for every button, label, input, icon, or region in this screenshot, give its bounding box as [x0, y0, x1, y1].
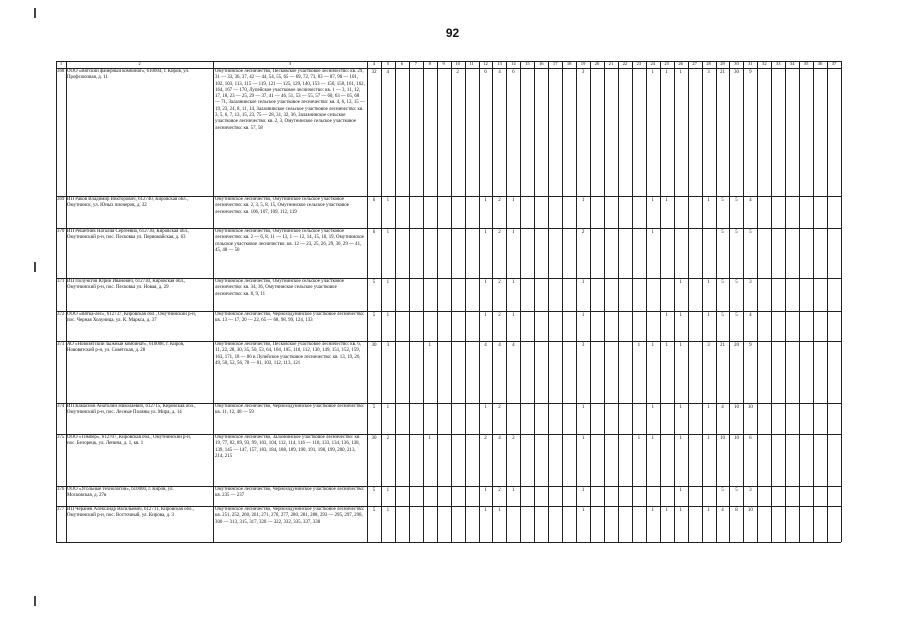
- count-value: 2: [456, 70, 459, 75]
- column-divider: [437, 61, 438, 542]
- count-value: 1: [637, 436, 641, 441]
- column-number: 16: [538, 61, 544, 66]
- count-value: 4: [512, 343, 515, 348]
- count-value: 1: [651, 405, 655, 410]
- count-value: 3: [707, 343, 710, 348]
- column-number: 7: [414, 61, 417, 66]
- count-value: 1: [651, 343, 655, 348]
- count-value: 1: [679, 405, 682, 410]
- count-value: 1: [386, 313, 390, 318]
- count-value: 1: [484, 405, 487, 410]
- count-value: 1: [679, 508, 682, 513]
- column-number: 3: [288, 61, 292, 66]
- organization-cell: ИП Раков Владимир Викторович, 612740, Кировская обл., Омутнинск, ул. Юных пионеров, д. 32: [67, 197, 189, 209]
- row-number: 369: [57, 197, 65, 202]
- row-number: 377: [57, 507, 65, 512]
- organization-cell: ИП Камаснов Анатолий Николаевич, 612715, Кировская обл., Омутнинский р-н, пос. Лесные Поляны ул. Мира, д. 14: [67, 404, 196, 416]
- count-value: 2: [386, 436, 390, 441]
- count-value: 1: [679, 436, 682, 441]
- count-value: 1: [651, 436, 655, 441]
- page-number: 92: [445, 26, 460, 40]
- count-value: 1: [665, 70, 668, 75]
- count-value: 2: [498, 280, 501, 285]
- count-value: 1: [386, 198, 390, 203]
- count-value: 1: [386, 405, 390, 410]
- column-number: 22: [622, 61, 628, 66]
- count-value: 5: [721, 198, 724, 203]
- column-divider: [576, 61, 577, 542]
- count-value: 21: [720, 70, 725, 75]
- column-divider: [548, 61, 549, 542]
- count-value: 1: [512, 230, 515, 235]
- column-number: 5: [386, 61, 390, 66]
- count-value: 1: [512, 280, 515, 285]
- column-number: 23: [636, 61, 642, 66]
- forest-description-cell: Омутнинское лесничество, Залазнинское участковое лесничество: кв. 19, 77, 82, 89, 93, 99, 103, 104, 112, 114, 116 — 118, 133, 134, 136, 138, 139, 145 — 147, 157, 183, 184, 188, 189, 190, 191, 198, 199, 200, 213, 214, 215: [215, 435, 361, 459]
- count-value: 6: [512, 70, 515, 75]
- count-value: 1: [581, 280, 585, 285]
- count-value: 4: [484, 343, 487, 348]
- count-value: 1: [512, 198, 515, 203]
- count-value: 1: [386, 280, 390, 285]
- count-value: 6: [749, 436, 752, 441]
- organization-cell: ООО «Угольные технологии», 610000, г. Киров, ул. Московская, д. 27в: [67, 487, 174, 499]
- column-number: 24: [650, 61, 656, 66]
- column-divider: [702, 61, 703, 542]
- row-number: 376: [57, 487, 65, 492]
- column-divider: [785, 61, 786, 542]
- forest-description-cell: Омутнинское лесничество, Омутнинское сельское участковое лесничество: кв. 34, 36, Омутнинское сельское участковое лесничество: кв. 8, 9, 11: [215, 279, 345, 297]
- count-value: 4: [498, 436, 501, 441]
- column-number: 32: [762, 61, 767, 66]
- count-value: 8: [735, 508, 738, 513]
- count-value: 20: [733, 343, 739, 348]
- column-divider: [367, 61, 368, 542]
- count-value: 1: [386, 488, 390, 493]
- column-number: 2: [138, 61, 141, 66]
- count-value: 3: [581, 343, 585, 348]
- count-value: 5: [735, 488, 738, 493]
- count-value: 1: [707, 313, 710, 318]
- row-number: 375: [57, 435, 65, 440]
- count-value: 1: [665, 198, 668, 203]
- count-value: 1: [484, 313, 487, 318]
- column-number: 27: [692, 61, 697, 66]
- count-value: 1: [512, 488, 515, 493]
- column-number: 10: [455, 61, 460, 66]
- count-value: 1: [679, 488, 682, 493]
- column-divider: [534, 61, 535, 542]
- forest-description-cell: Омутнинское лесничество, Песковское участковое лесничество: кв. 29, 31 — 33, 36, 37, 42 — 44, 54, 55, 65 — 69, 72, 73, 83 — 87, 90 — 101, 102, 103, 113, 115 — 119, 121 — 125, 129, 140, 153 — 156, 158, 161, 162, 164, 167 — 170, Лупейское участковое лесничество: кв. 1 — 3, 11, 12, 17, 18, 23 — 25, 29 — 37, 41 — 46, 51, 53 — 55, 57 — 60, 63 — 65, 68 — 71, Залазнинское сельское участковое лесничество: кв. 4, 6, 12, 15 — 19, 23, 24, 8, 11, 14, Залазнинское сельское участковое лесничество: кв. 3, 5, 6, 7, 13, 15, 23, 75 — 28, 31, 32, 36, Залазнинское сельское участковое лесничество: кв. 2, 3, Омутнинское сельское участковое лесничество: кв. 57, 58: [215, 69, 365, 131]
- count-value: 2: [581, 230, 585, 235]
- scan-edge-mark: [34, 262, 36, 272]
- column-number: 9: [442, 61, 445, 66]
- count-value: 1: [665, 313, 668, 318]
- count-value: 1: [581, 198, 585, 203]
- count-value: 3: [749, 488, 752, 493]
- count-value: 30: [733, 70, 739, 75]
- count-value: 6: [372, 198, 376, 203]
- count-value: 1: [428, 343, 431, 348]
- count-value: 2: [498, 313, 501, 318]
- count-value: 5: [721, 230, 724, 235]
- column-number: 29: [720, 61, 725, 66]
- column-divider: [213, 61, 214, 542]
- row-number: 368: [57, 69, 65, 74]
- count-value: 2: [484, 436, 487, 441]
- count-value: 1: [386, 508, 390, 513]
- count-value: 1: [581, 313, 585, 318]
- count-value: 1: [581, 508, 585, 513]
- column-divider: [632, 61, 633, 542]
- row-number: 372: [57, 312, 65, 317]
- count-value: 10: [747, 405, 753, 410]
- column-number: 14: [511, 61, 516, 66]
- count-value: 3: [749, 280, 752, 285]
- organization-cell: ООО «Вятка-лес», 612737, Кировская обл., Омутнинский р-н, пос. Черная Холуница, ул. К. Маркса, д. 37: [67, 312, 196, 324]
- count-value: 1: [679, 70, 682, 75]
- count-value: 1: [428, 436, 431, 441]
- count-value: 1: [484, 230, 487, 235]
- count-value: 1: [707, 198, 710, 203]
- column-divider: [395, 61, 396, 542]
- count-value: 1: [484, 280, 487, 285]
- row-number: 374: [57, 404, 65, 409]
- count-value: 1: [707, 280, 710, 285]
- column-number: 36: [817, 61, 823, 66]
- column-divider: [465, 61, 466, 542]
- column-divider: [604, 61, 605, 542]
- column-divider: [451, 61, 452, 542]
- count-value: 1: [484, 198, 487, 203]
- column-divider: [618, 61, 619, 542]
- count-value: 5: [372, 313, 376, 318]
- count-value: 5: [735, 230, 738, 235]
- count-value: 10: [720, 436, 725, 441]
- row-number: 370: [57, 229, 65, 234]
- column-number: 37: [831, 61, 837, 66]
- count-value: 30: [371, 343, 377, 348]
- count-value: 10: [747, 508, 753, 513]
- column-divider: [506, 61, 507, 542]
- column-number: 28: [706, 61, 711, 66]
- column-divider: [520, 61, 521, 542]
- count-value: 4: [721, 405, 724, 410]
- count-value: 1: [651, 508, 655, 513]
- count-value: 1: [707, 405, 710, 410]
- count-value: 5: [735, 280, 738, 285]
- column-divider: [562, 61, 563, 542]
- organization-cell: ИП Черанев Александр Васильевич, 612711, Кировская обл., Омутнинский р-н, пос. Восточный, ул. Кирова, д. 3: [67, 507, 194, 519]
- row-number: 373: [57, 342, 65, 347]
- count-value: 4: [386, 70, 390, 75]
- forest-description-cell: Омутнинское лесничество, Омутнинское сельское участковое лесничество: кв. 2 — 6, 8, 11 — 13, 1 — 12, 14, 15, 18, 19, Омутнинское сельское участковое лесничество: кв. 12 — 23, 25, 26, 29, 30, 29 — 41, 45, 48 — 50: [215, 229, 365, 253]
- column-divider: [492, 61, 493, 542]
- column-divider: [381, 61, 382, 542]
- column-divider: [743, 61, 744, 542]
- count-value: 1: [665, 508, 668, 513]
- organization-cell: ИП Решетник Наталия Сергеевна, 612730, Кировская обл., Омутнинский р-н, пос. Песковка ул. Первомайская, д. 63: [67, 229, 190, 241]
- column-number: 33: [775, 61, 781, 66]
- row-number: 371: [57, 279, 65, 284]
- column-divider: [799, 61, 800, 542]
- count-value: 5: [721, 488, 724, 493]
- count-value: 9: [749, 343, 752, 348]
- count-value: 1: [386, 230, 390, 235]
- column-divider: [479, 61, 480, 542]
- count-value: 1: [581, 488, 585, 493]
- count-value: 1: [637, 343, 641, 348]
- column-number: 12: [483, 61, 488, 66]
- column-divider: [590, 61, 591, 542]
- column-number: 1: [59, 61, 63, 66]
- count-value: 6: [372, 230, 376, 235]
- forest-description-cell: Омутнинское лесничество, Черноходунинское участковое лесничество: кв. 251, 252, 260, 261, 271, 276, 277, 280, 281, 288, 293 — 295, 297, 298, 300 — 313, 315, 317, 320 — 322, 332, 335, 337, 338: [215, 507, 365, 525]
- count-value: 2: [498, 198, 501, 203]
- count-value: 3: [386, 343, 390, 348]
- column-divider: [423, 61, 424, 542]
- forest-description-cell: Омутнинское лесничество, Черноходунинское участковое лесничество: кв. 11, 12, 48 — 59: [215, 404, 365, 416]
- column-divider: [771, 61, 772, 542]
- column-divider: [827, 61, 828, 542]
- column-number: 6: [400, 61, 403, 66]
- column-divider: [841, 61, 842, 542]
- count-value: 1: [581, 436, 585, 441]
- organization-cell: АО «Новоэятский лыжный комбинат», 610008, г. Киров, Нововятский р-н, ул. Советская, д. 28: [67, 342, 185, 354]
- count-value: 2: [498, 230, 501, 235]
- count-value: 1: [679, 313, 682, 318]
- column-number: 15: [525, 61, 530, 66]
- count-value: 1: [679, 343, 682, 348]
- column-divider: [716, 61, 717, 542]
- column-number: 25: [664, 61, 670, 66]
- count-value: 4: [749, 313, 752, 318]
- column-divider: [674, 61, 675, 542]
- count-value: 21: [720, 343, 725, 348]
- column-number: 8: [428, 61, 431, 66]
- count-value: 2: [498, 488, 501, 493]
- count-value: 10: [733, 405, 739, 410]
- count-value: 5: [749, 230, 752, 235]
- organization-cell: ООО «Тимбер», 612707, Кировская обл., Омутнинский р-н, пос. Белорецк, ул. Ленина, д. 1, кв. 1: [67, 435, 191, 447]
- column-number: 13: [497, 61, 502, 66]
- column-number: 11: [469, 61, 474, 66]
- row-divider: [56, 542, 841, 543]
- column-number: 20: [594, 61, 600, 66]
- forest-description-cell: Омутнинское лесничество, Омутнинское сельское участковое лесничество: кв. 2, 3, 5, 8, 15, Омутнинское сельское участковое лесничество: кв. 106, 107, 109, 112, 119: [215, 197, 349, 215]
- count-value: 1: [498, 508, 501, 513]
- column-number: 4: [372, 61, 376, 66]
- count-value: 5: [735, 313, 738, 318]
- column-number: 17: [552, 61, 558, 66]
- column-divider: [409, 61, 410, 542]
- forest-description-cell: Омутнинское лесничество, Песковское участковое лесничество: кв. 6, 11, 22, 28, 30, 35, 50, 53, 64, 104, 105, 110, 112, 130, 149, 151, 152, 159, 163, 171, 18 — 86 и Лупейское участковое лесничество: кв. 13, 19, 26, 49, 50, 52, 56, 78 — 81, 103, 112, 113, 121: [215, 342, 362, 366]
- count-value: 1: [484, 488, 487, 493]
- scan-edge-mark: [34, 596, 36, 606]
- column-divider: [757, 61, 758, 542]
- column-divider: [646, 61, 647, 542]
- column-number: 35: [803, 61, 809, 66]
- count-value: 5: [735, 198, 738, 203]
- count-value: 9: [749, 70, 752, 75]
- count-value: 4: [498, 343, 501, 348]
- count-value: 2: [512, 436, 515, 441]
- count-value: 1: [651, 198, 655, 203]
- column-divider: [729, 61, 730, 542]
- count-value: 1: [707, 508, 710, 513]
- count-value: 1: [651, 70, 655, 75]
- count-value: 1: [679, 280, 682, 285]
- column-divider: [688, 61, 689, 542]
- count-value: 5: [372, 488, 376, 493]
- count-value: 2: [498, 405, 501, 410]
- count-value: 5: [372, 508, 376, 513]
- column-number: 34: [789, 61, 795, 66]
- count-value: 10: [733, 436, 739, 441]
- column-number: 19: [580, 61, 586, 66]
- count-value: 3: [581, 70, 585, 75]
- organization-cell: ИП Полуэктов Юрий Иванович, 612730, Кировская обл., Омутнинский р-н, пос. Песковка ул. Новая, д. 29: [67, 279, 186, 291]
- count-value: 4: [498, 70, 501, 75]
- count-value: 5: [721, 313, 724, 318]
- count-value: 5: [721, 280, 724, 285]
- forest-description-cell: Омутнинское лесничество, Черноходунинское участковое лесничество: кв. 235 — 237: [215, 487, 365, 499]
- count-value: 3: [707, 70, 710, 75]
- count-value: 1: [651, 230, 655, 235]
- count-value: 5: [372, 280, 376, 285]
- column-number: 21: [608, 61, 614, 66]
- column-number: 31: [748, 61, 753, 66]
- count-value: 32: [371, 70, 377, 75]
- count-value: 1: [484, 508, 487, 513]
- organization-cell: ООО «Вятский фанерный комбинат», 610004, г. Киров, ул. Профсоюзная, д. 11: [67, 69, 190, 81]
- count-value: 30: [371, 436, 377, 441]
- count-value: 1: [512, 313, 515, 318]
- count-value: 4: [749, 198, 752, 203]
- count-value: 1: [581, 405, 585, 410]
- column-number: 30: [734, 61, 739, 66]
- count-value: 1: [707, 436, 710, 441]
- count-value: 4: [721, 508, 724, 513]
- count-value: 1: [665, 343, 668, 348]
- scan-edge-mark: [34, 8, 36, 18]
- count-value: 6: [484, 70, 487, 75]
- column-divider: [660, 61, 661, 542]
- column-number: 26: [678, 61, 683, 66]
- count-value: 5: [372, 405, 376, 410]
- column-number: 18: [566, 61, 572, 66]
- column-divider: [813, 61, 814, 542]
- forest-description-cell: Омутнинское лесничество, Черноходунинское участковое лесничество: кв. 13 — 17, 20 — 22, 65 — 68, 98, 99, 124, 133: [215, 312, 365, 324]
